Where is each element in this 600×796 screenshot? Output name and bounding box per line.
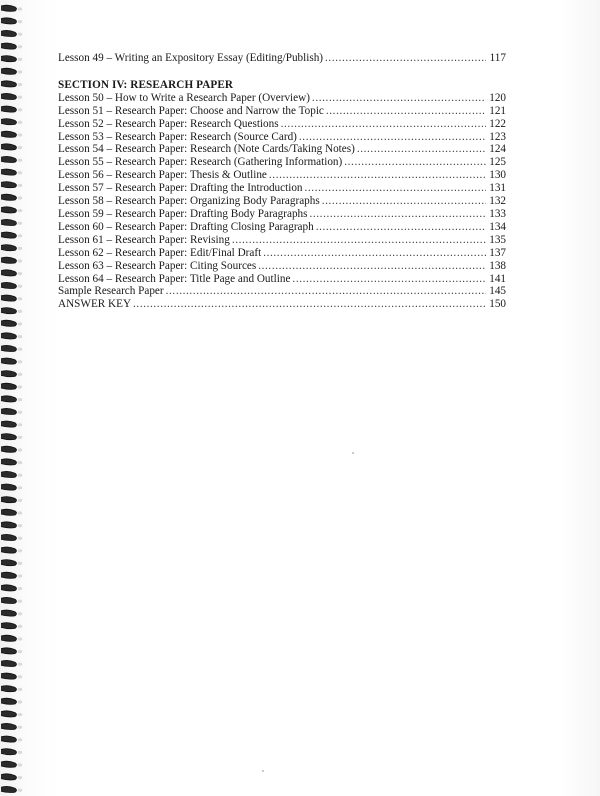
punch-hole — [18, 461, 22, 464]
toc-entry-page: 125 — [489, 156, 506, 169]
leader-dots — [344, 156, 486, 169]
toc-entry-page: 122 — [489, 117, 506, 130]
spiral-coil — [1, 597, 17, 603]
toc-entry — [58, 118, 506, 131]
spiral-coil — [1, 408, 17, 414]
spiral-coil — [1, 446, 17, 452]
toc-entry — [58, 260, 506, 273]
punch-hole — [18, 146, 22, 149]
spiral-coil — [1, 572, 17, 578]
spiral-coil — [1, 547, 17, 553]
spiral-coil — [1, 320, 17, 326]
punch-hole — [18, 612, 22, 615]
spiral-coil — [1, 232, 17, 238]
toc-entry-page: 131 — [489, 182, 506, 195]
punch-hole — [18, 486, 22, 489]
toc-entry-page: 117 — [489, 52, 506, 64]
leader-dots — [258, 260, 486, 273]
leader-dots — [281, 118, 486, 131]
toc-entry-label: Lesson 60 – Research Paper: Drafting Closing Paragraph — [58, 220, 314, 233]
spiral-coil — [1, 207, 17, 213]
punch-hole — [18, 360, 22, 363]
spiral-coil — [1, 459, 17, 465]
spiral-coil — [1, 497, 17, 503]
spiral-coil — [1, 131, 17, 137]
leader-dots — [325, 52, 486, 65]
punch-hole — [18, 196, 22, 199]
punch-hole — [18, 600, 22, 603]
spiral-coil — [1, 421, 17, 427]
spiral-coil — [1, 736, 17, 742]
spiral-coil — [1, 698, 17, 704]
toc-entry-label: Lesson 58 – Research Paper: Organizing Body Paragraphs — [58, 195, 320, 208]
toc-entry-page: 132 — [489, 195, 506, 208]
spiral-coil — [1, 308, 17, 314]
toc-entry-page: 120 — [489, 91, 506, 104]
toc-entry-page: 135 — [489, 233, 506, 246]
toc-entry-page: 133 — [489, 207, 506, 220]
toc-entry — [58, 247, 506, 260]
toc-entry-label: Lesson 54 – Research Paper: Research (Note Cards/Taking Notes) — [58, 143, 355, 156]
spiral-coil — [1, 5, 17, 11]
spiral-coil — [1, 673, 17, 679]
spiral-coil — [1, 257, 17, 263]
punch-hole — [18, 45, 22, 48]
spiral-coil — [1, 660, 17, 666]
toc-entry-label: Lesson 61 – Research Paper: Revising — [58, 233, 230, 246]
punch-hole — [18, 108, 22, 111]
leader-dots — [269, 169, 486, 182]
toc-entry-label: Lesson 59 – Research Paper: Drafting Body Paragraphs — [58, 207, 308, 220]
toc-entry — [58, 298, 506, 311]
spiral-coil — [1, 119, 17, 125]
toc-entry — [58, 169, 506, 182]
punch-hole — [18, 171, 22, 174]
spiral-coil — [1, 282, 17, 288]
toc-entry — [58, 221, 506, 234]
toc-entry-page: 150 — [489, 298, 506, 311]
leader-dots — [299, 131, 486, 144]
toc-entry-label: Lesson 62 – Research Paper: Edit/Final Draft — [58, 246, 262, 259]
toc-entry-label: Lesson 56 – Research Paper: Thesis & Outline — [58, 169, 267, 182]
paper-speck — [262, 770, 264, 772]
punch-hole — [18, 411, 22, 414]
toc-entry-page: 138 — [489, 259, 506, 272]
punch-hole — [18, 562, 22, 565]
punch-hole — [18, 423, 22, 426]
punch-hole — [18, 70, 22, 73]
toc-entry-lesson-49 — [58, 52, 506, 65]
spiral-coil — [1, 219, 17, 225]
spiral-coil — [1, 749, 17, 755]
spiral-coil — [1, 245, 17, 251]
table-of-contents — [58, 52, 506, 311]
punch-hole — [18, 738, 22, 741]
toc-entry-page: 145 — [489, 285, 506, 298]
spiral-coil — [1, 270, 17, 276]
punch-hole — [18, 385, 22, 388]
leader-dots — [316, 221, 486, 234]
spiral-coil — [1, 711, 17, 717]
toc-entry — [58, 143, 506, 156]
toc-entry-page: 123 — [489, 130, 506, 143]
leader-dots — [357, 143, 486, 156]
punch-hole — [18, 297, 22, 300]
punch-hole — [18, 448, 22, 451]
spiral-coil — [1, 371, 17, 377]
punch-hole — [18, 700, 22, 703]
spiral-coil — [1, 534, 17, 540]
spiral-coil — [1, 723, 17, 729]
spiral-coil — [1, 56, 17, 62]
punch-hole — [18, 574, 22, 577]
spiral-coil — [1, 81, 17, 87]
spiral-coil — [1, 396, 17, 402]
punch-hole — [18, 348, 22, 351]
toc-entry — [58, 195, 506, 208]
spiral-coil — [1, 144, 17, 150]
punch-hole — [18, 133, 22, 136]
punch-hole — [18, 713, 22, 716]
punch-hole — [18, 789, 22, 792]
punch-hole — [18, 234, 22, 237]
section-heading: SECTION IV: RESEARCH PAPER — [58, 78, 234, 91]
spiral-coil — [1, 383, 17, 389]
spiral-coil — [1, 635, 17, 641]
leader-dots — [326, 105, 486, 118]
toc-entry — [58, 273, 506, 286]
spiral-coil — [1, 43, 17, 49]
spiral-coil — [1, 194, 17, 200]
punch-hole — [18, 398, 22, 401]
spiral-coil — [1, 560, 17, 566]
toc-entry — [58, 131, 506, 144]
toc-entry-list — [58, 92, 506, 311]
punch-hole — [18, 524, 22, 527]
spiral-coil — [1, 169, 17, 175]
leader-dots — [292, 273, 486, 286]
punch-hole — [18, 587, 22, 590]
punch-hole — [18, 751, 22, 754]
punch-hole — [18, 322, 22, 325]
spiral-coil — [1, 30, 17, 36]
spiral-coil — [1, 182, 17, 188]
punch-hole — [18, 259, 22, 262]
toc-entry-label: Lesson 51 – Research Paper: Choose and Narrow the Topic — [58, 104, 324, 117]
punch-hole — [18, 637, 22, 640]
toc-entry-label: Lesson 63 – Research Paper: Citing Sources — [58, 259, 257, 272]
leader-dots — [133, 298, 486, 311]
punch-hole — [18, 7, 22, 10]
toc-entry-page: 124 — [489, 143, 506, 156]
punch-hole — [18, 474, 22, 477]
toc-entry-label: Lesson 50 – How to Write a Research Paper (Overview) — [58, 91, 310, 104]
spiral-coil — [1, 623, 17, 629]
spiral-coil — [1, 333, 17, 339]
punch-hole — [18, 285, 22, 288]
spiral-coil — [1, 295, 17, 301]
punch-hole — [18, 222, 22, 225]
paper-speck — [352, 452, 354, 454]
toc-entry-page: 121 — [489, 104, 506, 117]
toc-entry — [58, 156, 506, 169]
toc-entry — [58, 105, 506, 118]
spiral-coil — [1, 648, 17, 654]
toc-entry-label: Lesson 64 – Research Paper: Title Page and Outline — [58, 272, 291, 285]
punch-hole — [18, 763, 22, 766]
punch-hole — [18, 310, 22, 313]
toc-entry — [58, 285, 506, 298]
punch-hole — [18, 83, 22, 86]
punch-hole — [18, 272, 22, 275]
punch-hole — [18, 549, 22, 552]
punch-hole — [18, 675, 22, 678]
punch-hole — [18, 96, 22, 99]
punch-hole — [18, 184, 22, 187]
punch-hole — [18, 373, 22, 376]
leader-dots — [309, 208, 486, 221]
punch-hole — [18, 625, 22, 628]
punch-hole — [18, 650, 22, 653]
leader-dots — [232, 234, 486, 247]
leader-dots — [263, 247, 486, 260]
spiral-coil — [1, 786, 17, 792]
punch-hole — [18, 20, 22, 23]
punch-hole — [18, 33, 22, 36]
spiral-coil — [1, 484, 17, 490]
spiral-coil — [1, 434, 17, 440]
spiral-coil — [1, 509, 17, 515]
punch-hole — [18, 726, 22, 729]
spiral-coil — [1, 68, 17, 74]
spiral-coil — [1, 761, 17, 767]
punch-hole — [18, 776, 22, 779]
spiral-coil — [1, 18, 17, 24]
punch-hole — [18, 537, 22, 540]
toc-entry-page: 137 — [489, 246, 506, 259]
spiral-coil — [1, 358, 17, 364]
punch-hole — [18, 121, 22, 124]
spiral-coil — [1, 585, 17, 591]
punch-hole — [18, 511, 22, 514]
toc-entry-page: 134 — [489, 220, 506, 233]
toc-entry — [58, 92, 506, 105]
toc-entry-label: Lesson 57 – Research Paper: Drafting the Introduction — [58, 182, 303, 195]
toc-entry — [58, 182, 506, 195]
punch-hole — [18, 499, 22, 502]
toc-entry — [58, 208, 506, 221]
spiral-coil — [1, 471, 17, 477]
toc-entry-page: 141 — [489, 272, 506, 285]
spiral-coil — [1, 774, 17, 780]
spiral-binding — [0, 0, 26, 796]
punch-hole — [18, 436, 22, 439]
leader-dots — [166, 285, 486, 298]
toc-entry-label: ANSWER KEY — [58, 298, 132, 311]
punch-hole — [18, 247, 22, 250]
punch-hole — [18, 688, 22, 691]
leader-dots — [312, 92, 486, 105]
spiral-coil — [1, 686, 17, 692]
leader-dots — [305, 182, 486, 195]
toc-entry-label: Lesson 53 – Research Paper: Research (Source Card) — [58, 130, 297, 143]
spiral-coil — [1, 106, 17, 112]
spiral-coil — [1, 522, 17, 528]
spiral-coil — [1, 610, 17, 616]
toc-entry-page: 130 — [489, 169, 506, 182]
toc-entry-label: Sample Research Paper — [58, 285, 164, 298]
toc-entry — [58, 234, 506, 247]
spiral-coil — [1, 93, 17, 99]
punch-hole — [18, 663, 22, 666]
toc-entry-label: Lesson 52 – Research Paper: Research Questions — [58, 117, 279, 130]
punch-hole — [18, 209, 22, 212]
punch-hole — [18, 159, 22, 162]
toc-entry-label: Lesson 55 – Research Paper: Research (Gathering Information) — [58, 156, 343, 169]
punch-hole — [18, 58, 22, 61]
leader-dots — [322, 195, 486, 208]
spiral-coil — [1, 156, 17, 162]
punch-hole — [18, 335, 22, 338]
toc-entry-label: Lesson 49 – Writing an Expository Essay (Editing/Publish) — [58, 52, 324, 64]
spiral-coil — [1, 345, 17, 351]
